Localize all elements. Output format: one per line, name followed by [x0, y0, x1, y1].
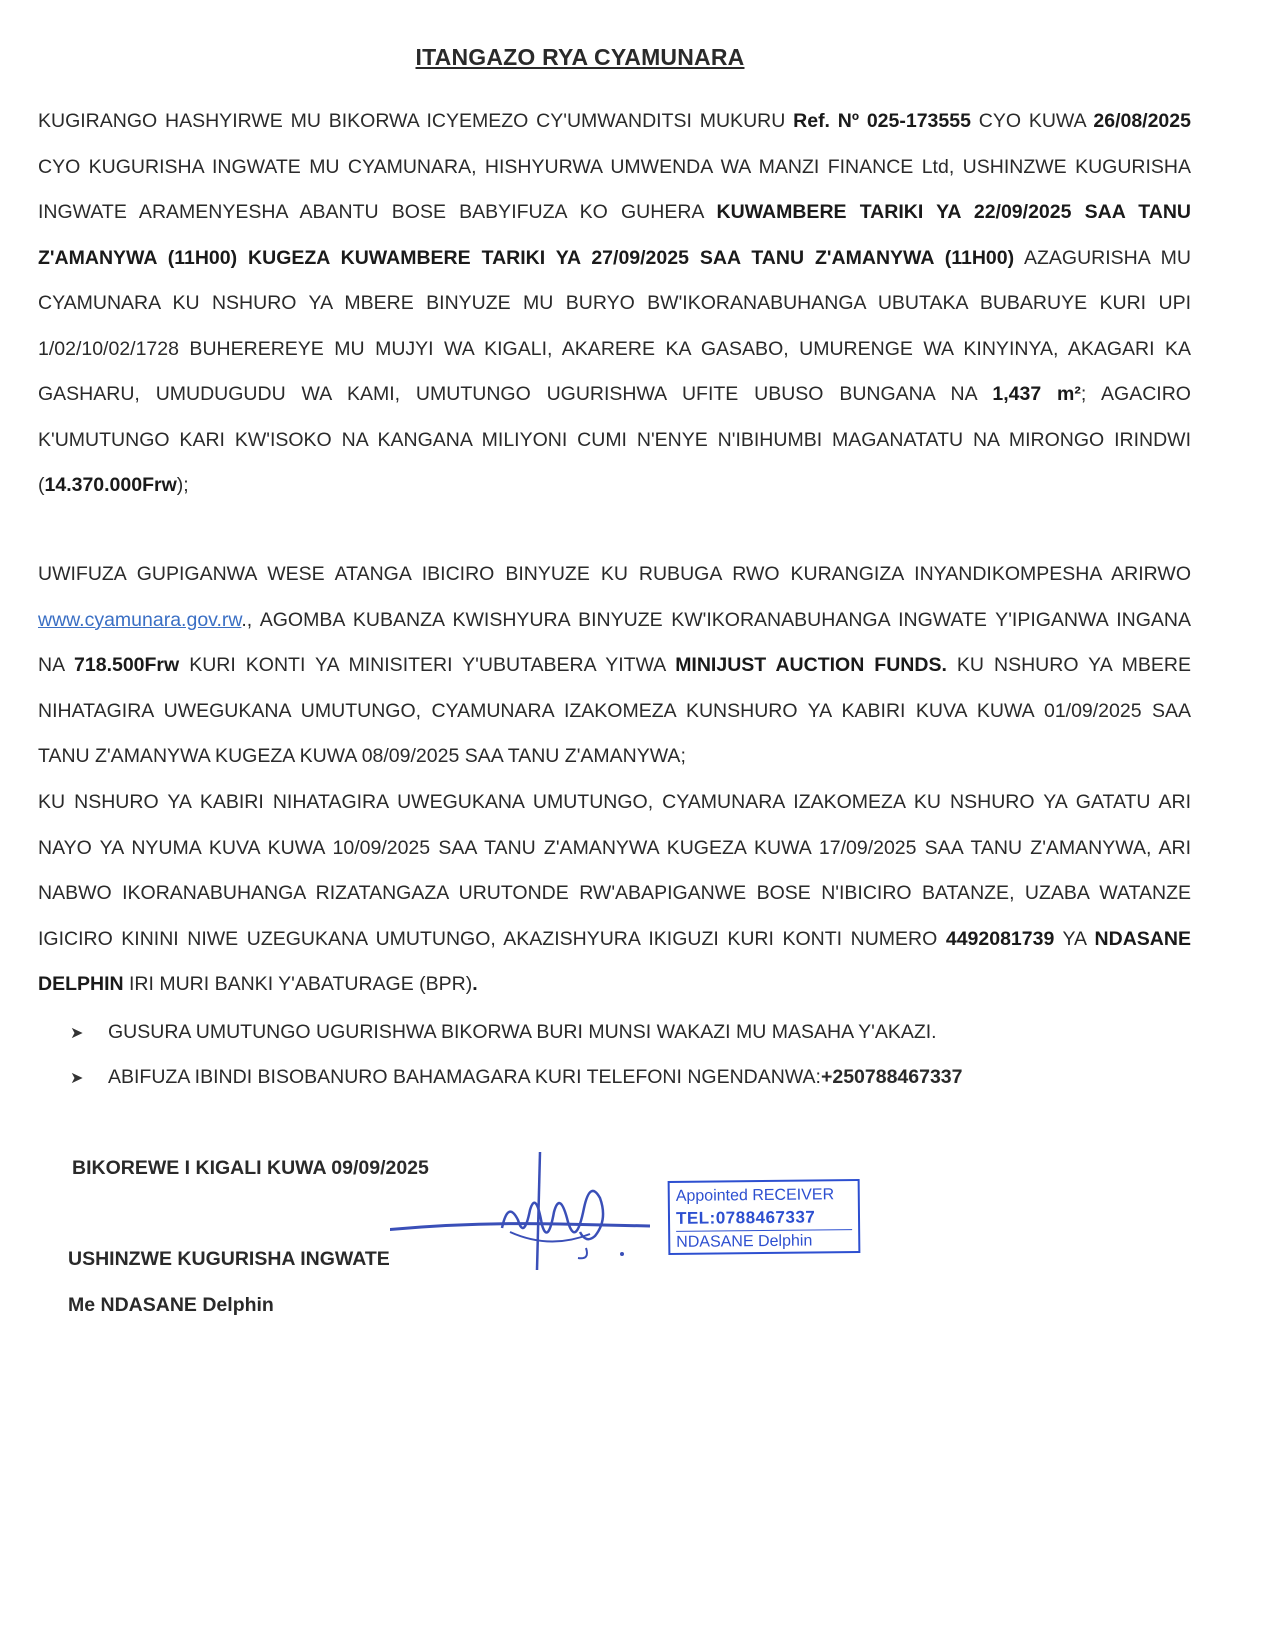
stamp-phone: TEL:0788467337: [675, 1207, 816, 1228]
paragraph-bidding-instructions: UWIFUZA GUPIGANWA WESE ATANGA IBICIRO BINYUZE KU RUBUGA RWO KURANGIZA INYANDIKOMPESHA ARIRWO www.cyamunara.gov.rw., AGOMBA KUBANZA KWISHYURA BINYUZE KW'IKORANABUHANGA INGWATE Y'IPIGANWA INGANA NA 718.500Frw KURI KONTI YA MINISITERI Y'UBUTABERA YITWA MINIJUST AUCTION FUNDS. KU NSHURO YA MBERE NIHATAGIRA UWEGUKANA UMUTUNGO, CYAMUNARA IZAKOMEZA KUNSHURO YA KABIRI KUVA KUWA 01/09/2025 SAA TANU Z'AMANYWA KUGEZA KUWA 08/09/2025 SAA TANU Z'AMANYWA;: [38, 563, 1191, 767]
signature-place-date: BIKOREWE I KIGALI KUWA 09/09/2025: [72, 1157, 429, 1179]
bullet-contact: ➤ ABIFUZA IBINDI BISOBANURO BAHAMAGARA KURI TELEFONI NGENDANWA: +250788467337: [70, 1066, 963, 1088]
signatory-name: Me NDASANE Delphin: [68, 1294, 274, 1316]
arrow-bullet-icon: ➤: [70, 1024, 84, 1042]
paragraph-second-round: KU NSHURO YA KABIRI NIHATAGIRA UWEGUKANA UMUTUNGO, CYAMUNARA IZAKOMEZA KU NSHURO YA GATATU ARI NAYO YA NYUMA KUVA KUWA 10/09/2025 SAA TANU Z'AMANYWA KUGEZA KUWA 17/09/2025 SAA TANU Z'AMANYWA, ARI NABWO IKORANABUHANGA RIZATANGAZA URUTONDE RW'ABAPIGANWE BOSE N'IBICIRO BATANZE, UZABA WATANZE IGICIRO KININI NIWE UZEGUKANA UMUTUNGO, AKAZISHYURA IKIGUZI KURI KONTI NUMERO 4492081739 YA NDASANE DELPHIN IRI MURI BANKI Y'ABATURAGE (BPR).: [38, 791, 1191, 995]
paragraph-auction-notice: KUGIRANGO HASHYIRWE MU BIKORWA ICYEMEZO CY'UMWANDITSI MUKURU Ref. Nº 025-173555 CYO KUWA 26/08/2025 CYO KUGURISHA INGWATE MU CYAMUNARA, HISHYURWA UMWENDA WA MANZI FINANCE Ltd, USHINZWE KUGURISHA INGWATE ARAMENYESHA ABANTU BOSE BABYIFUZA KO GUHERA KUWAMBERE TARIKI YA 22/09/2025 SAA TANU Z'AMANYWA (11H00) KUGEZA KUWAMBERE TARIKI YA 27/09/2025 SAA TANU Z'AMANYWA (11H00) AZAGURISHA MU CYAMUNARA KU NSHURO YA MBERE BINYUZE MU BURYO BW'IKORANABUHANGA UBUTAKA BUBARUYE KURI UPI 1/02/10/02/1728 BUHEREREYE MU MUJYI WA KIGALI, AKARERE KA GASABO, UMURENGE WA KINYINYA, AKAGARI KA GASHARU, UMUDUGUDU WA KAMI, UMUTUNGO UGURISHWA UFITE UBUSO BUNGANA NA 1,437 m²; AGACIRO K'UMUTUNGO KARI KW'ISOKO NA KANGANA MILIYONI CUMI N'ENYE N'IBIHUMBI MAGANATATU NA MIRONGO IRINDWI (14.370.000Frw);: [38, 110, 1191, 496]
cyamunara-website-link[interactable]: www.cyamunara.gov.rw: [38, 608, 242, 631]
stamp-title: Appointed RECEIVER: [675, 1186, 835, 1205]
document-title: ITANGAZO RYA CYAMUNARA: [415, 44, 745, 70]
signatory-role: USHINZWE KUGURISHA INGWATE: [68, 1248, 390, 1270]
stamp-name: NDASANE Delphin: [676, 1229, 852, 1254]
handwritten-signature: [390, 1150, 650, 1290]
info-bullet-list: [70, 1010, 1170, 1100]
bullet-visit: ➤ GUSURA UMUTUNGO UGURISHWA BIKORWA BURI MUNSI WAKAZI MU MASAHA Y'AKAZI.: [70, 1021, 937, 1043]
receiver-stamp: [668, 1179, 861, 1255]
arrow-bullet-icon: ➤: [70, 1069, 84, 1087]
contact-phone: +250788467337: [820, 1066, 963, 1088]
